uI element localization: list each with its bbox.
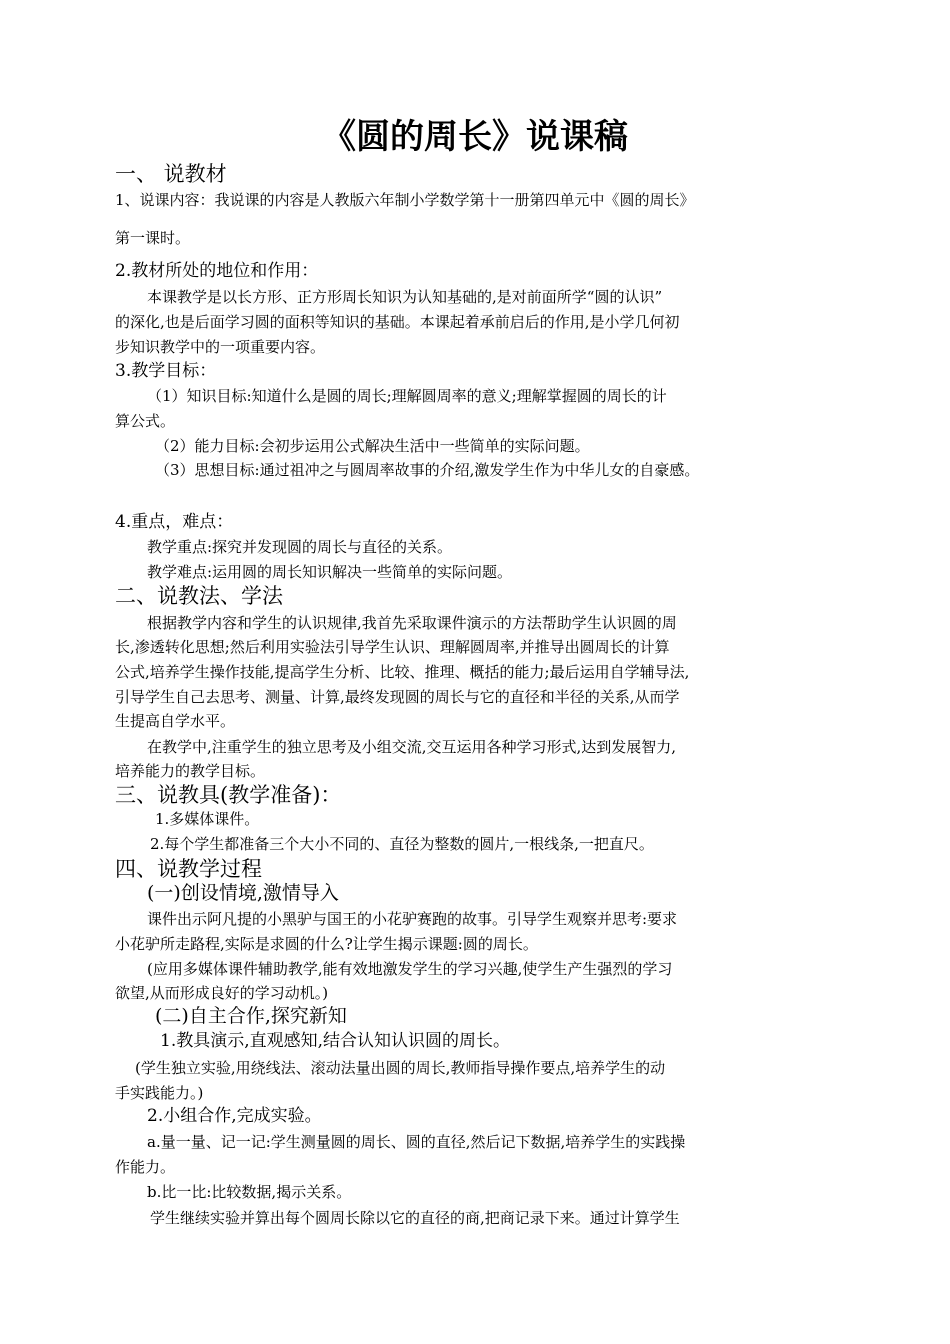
paragraph-line: 在教学中,注重学生的独立思考及小组交流,交互运用各种学习形式,达到发展智力, (147, 738, 677, 756)
paragraph-line: 1、说课内容：我说课的内容是人教版六年制小学数学第十一册第四单元中《圆的周长》 (115, 191, 695, 209)
paragraph-line: 课件出示阿凡提的小黑驴与国王的小花驴赛跑的故事。引导学生观察并思考:要求 (147, 910, 678, 928)
section-heading: 一、 说教材 (115, 162, 227, 186)
section-heading: 四、说教学过程 (115, 857, 262, 881)
list-item: 1.教具演示,直观感知,结合认知认识圆的周长。 (160, 1031, 511, 1051)
list-item: 2.每个学生都准备三个大小不同的、直径为整数的圆片,一根线条,一把直尺。 (150, 835, 654, 853)
paragraph-line: (应用多媒体课件辅助教学,能有效地激发学生的学习兴趣,使学生产生强烈的学习 (147, 960, 673, 978)
list-item: 1.多媒体课件。 (155, 810, 260, 828)
subsection-heading: (一)创设情境,激情导入 (147, 882, 339, 904)
paragraph-line: 培养能力的教学目标。 (115, 762, 266, 780)
paragraph-line: (学生独立实验,用绕线法、滚动法量出圆的周长,教师指导操作要点,培养学生的动 (135, 1059, 666, 1077)
paragraph-line: 生提高自学水平。 (115, 712, 236, 730)
subsection-heading: (二)自主合作,探究新知 (155, 1005, 347, 1027)
paragraph-line: 本课教学是以长方形、正方形周长知识为认知基础的,是对前面所学“圆的认识” (147, 288, 663, 306)
paragraph-line: 手实践能力。) (115, 1084, 204, 1102)
paragraph-line: 的深化,也是后面学习圆的面积等知识的基础。本课起着承前启后的作用,是小学几何初 (115, 313, 680, 331)
subsection-heading: 4.重点，难点： (115, 512, 234, 532)
paragraph-line: 学生继续实验并算出每个圆周长除以它的直径的商,把商记录下来。通过计算学生 (150, 1209, 680, 1227)
paragraph-line: 算公式。 (115, 412, 176, 430)
paragraph-line: 第一课时。 (115, 229, 191, 247)
paragraph-line: 教学重点:探究并发现圆的周长与直径的关系。 (147, 538, 453, 556)
section-heading: 三、说教具(教学准备)： (115, 783, 342, 807)
paragraph-line: 小花驴所走路程,实际是求圆的什么?让学生揭示课题:圆的周长。 (115, 935, 538, 953)
list-item: 2.小组合作,完成实验。 (147, 1106, 322, 1126)
paragraph-line: 根据教学内容和学生的认识规律,我首先采取课件演示的方法帮助学生认识圆的周 (147, 614, 677, 632)
paragraph-line: 长,渗透转化思想;然后利用实验法引导学生认识、理解圆周率,并推导出圆周长的计算 (115, 638, 670, 656)
paragraph-line: 引导学生自己去思考、测量、计算,最终发现圆的周长与它的直径和半径的关系,从而学 (115, 688, 680, 706)
subsection-heading: 2.教材所处的地位和作用： (115, 261, 319, 281)
paragraph-line: b.比一比:比较数据,揭示关系。 (147, 1183, 352, 1201)
paragraph-line: 公式,培养学生操作技能,提高学生分析、比较、推理、概括的能力;最后运用自学辅导法, (115, 663, 690, 681)
document-title: 《圆的周长》说课稿 (322, 117, 628, 157)
section-heading: 二、说教法、学法 (115, 584, 283, 608)
paragraph-line: 欲望,从而形成良好的学习动机。) (115, 984, 329, 1002)
paragraph-line: （3）思想目标:通过祖冲之与圆周率故事的介绍,激发学生作为中华儿女的自豪感。 (155, 461, 700, 479)
paragraph-line: 作能力。 (115, 1158, 176, 1176)
paragraph-line: 步知识教学中的一项重要内容。 (115, 338, 326, 356)
paragraph-line: a.量一量、记一记:学生测量圆的周长、圆的直径,然后记下数据,培养学生的实践操 (147, 1133, 686, 1151)
paragraph-line: （2）能力目标:会初步运用公式解决生活中一些简单的实际问题。 (155, 437, 590, 455)
paragraph-line: （1）知识目标:知道什么是圆的周长;理解圆周率的意义;理解掌握圆的周长的计 (147, 387, 667, 405)
paragraph-line: 教学难点:运用圆的周长知识解决一些简单的实际问题。 (147, 563, 513, 581)
subsection-heading: 3.教学目标： (115, 361, 217, 381)
